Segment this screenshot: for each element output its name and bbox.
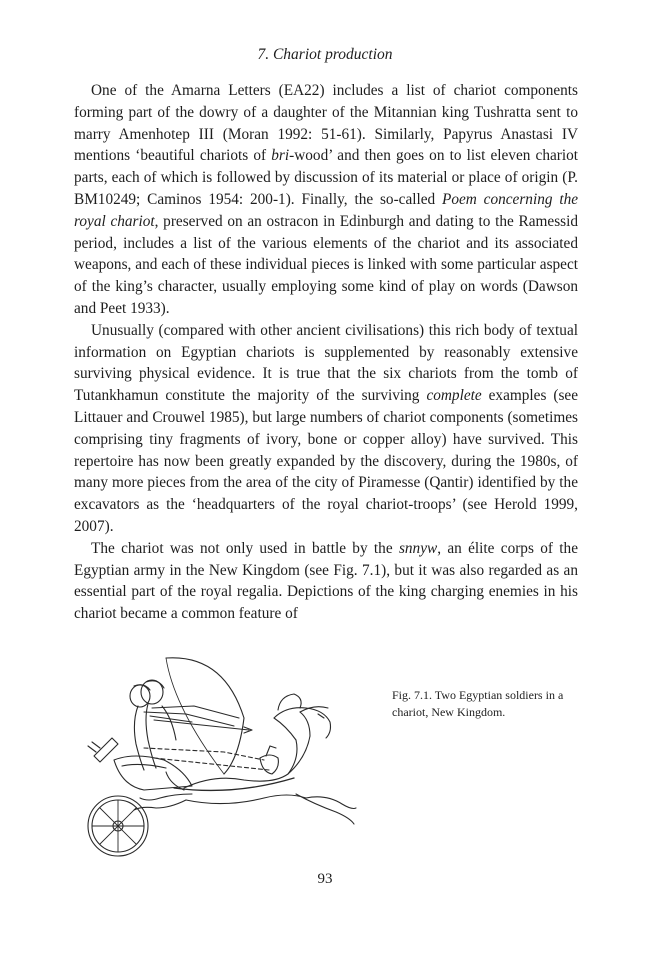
italic-text: bri: [271, 147, 290, 165]
text-span: examples (see Littauer and Crouwel 1985), but large numbers of chariot components (sometimes comprising tiny fragments of ivory, bone or copper alloy) have survived. This repertoire has now been greatly expanded by the discovery, during the 1980s, of many more pieces from the area of the city of Piramesse (Qantir) identified by the excavators as the ‘headquarters of the royal chariot-troops’ (see Herold 1999, 2007).: [74, 387, 578, 535]
text-span: -wood’ and then goes on to list eleven chariot parts, each of which is followed by discussion of its material or place of origin (P. BM10249; Caminos 1954: 200-1). Finally, the so-called: [74, 147, 578, 208]
page-number: 93: [317, 871, 333, 887]
text-span: , preserved on an ostracon in Edinburgh and dating to the Ramessid period, includes a list of the various elements of the chariot and its associated weapons, and each of these individual pieces is linked with some particular aspect of the king’s character, usually employing some kind of play on words (Dawson and Peet 1933).: [74, 212, 579, 317]
figure-caption: Fig. 7.1. Two Egyptian soldiers in a chariot, New Kingdom.: [392, 688, 564, 719]
italic-text: snnyw: [398, 539, 438, 557]
body-text: [74, 80, 578, 625]
chariot-figure: [74, 648, 374, 870]
chariot-illustration: [74, 648, 374, 870]
italic-text: complete: [426, 387, 482, 405]
text-span: The chariot was not only used in battle by the: [91, 539, 399, 557]
running-head: 7. Chariot production: [257, 46, 393, 63]
paragraph-2: [74, 320, 578, 538]
paragraph-1: [74, 80, 578, 320]
text-span: Unusually (compared with other ancient civilisations) this rich body of textual information on Egyptian chariots is supplemented by reasonably extensive surviving physical evidence. It is true that the six chariots from the tomb of Tutankhamun constitute the majority of the surviving: [74, 321, 578, 405]
italic-text: Poem concerning the royal chariot: [74, 190, 579, 230]
text-span: , an élite corps of the Egyptian army in the New Kingdom (see Fig. 7.1), but it was also regarded as an essential part of the royal regalia. Depictions of the king charging enemies in his chariot became a common feature of: [74, 539, 578, 623]
text-span: One of the Amarna Letters (EA22) includes a list of chariot components forming part of the dowry of a daughter of the Mitannian king Tushratta sent to marry Amenhotep III (Moran 1992: 51-61). Similarly, Papyrus Anastasi IV mentions ‘beautiful chariots of: [74, 82, 578, 165]
paragraph-3: [74, 538, 578, 625]
